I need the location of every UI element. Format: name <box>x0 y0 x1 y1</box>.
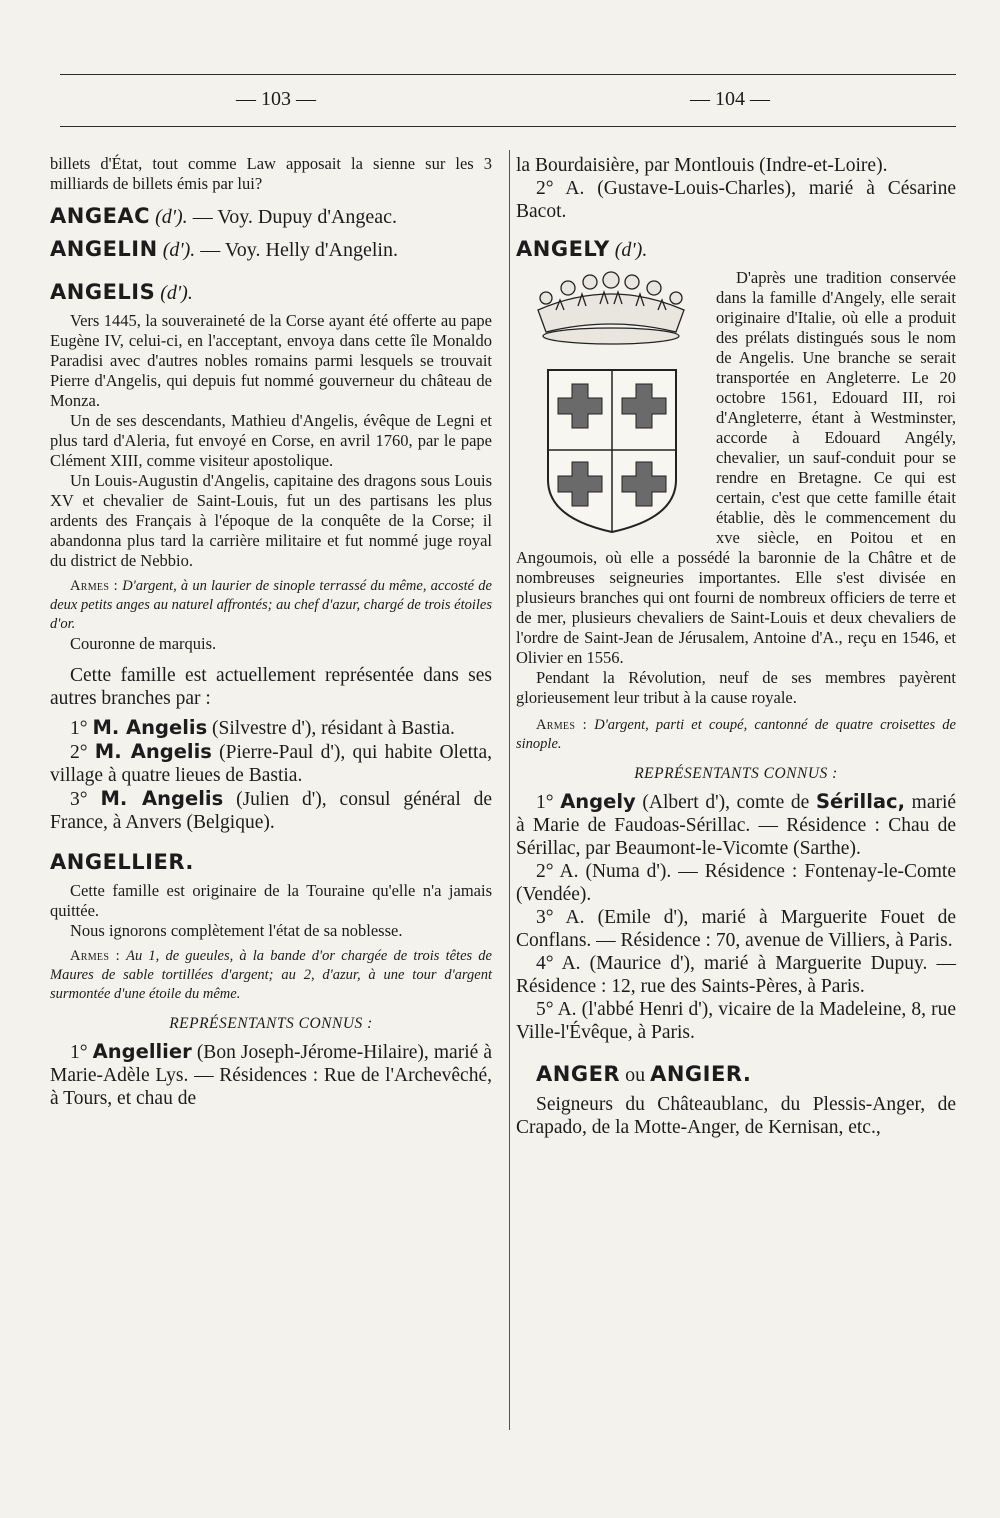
representative: 1° M. Angelis (Silvestre d'), résidant à Bastia. <box>70 716 455 739</box>
representative: 4° A. (Maurice d'), marié à Marguerite Dupuy. — Résidence : 12, rue des Saints-Pères, à Paris. <box>516 953 956 997</box>
paragraph: Vers 1445, la souveraineté de la Corse ayant été offerte au pape Eugène IV, celui-ci, en l'acceptant, envoya dans cette île Monaldo Paradisi avec d'autres nobles romains parmi lesquels se trouvait Pierre d'Angelis, qui depuis fut nommé gouverneur du château de Monza. <box>50 311 492 410</box>
entry-angelin: ANGELIN (d'). — Voy. Helly d'Angelin. <box>50 237 398 261</box>
representatives-heading: REPRÉSENTANTS CONNUS : <box>169 1015 373 1032</box>
entry-title: ANGIER. <box>650 1062 752 1086</box>
shield-icon <box>548 370 676 532</box>
entry-angeac: ANGEAC (d'). — Voy. Dupuy d'Angeac. <box>50 204 398 228</box>
representative: 1° Angellier (Bon Joseph-Jérome-Hilaire), marié à Marie-Adèle Lys. — Résidences : Rue de l'Archevêché, à Tours, et chau de <box>50 1040 493 1109</box>
continued-paragraph: la Bourdaisière, par Montlouis (Indre-et-Loire). <box>516 155 888 176</box>
entry-title: ANGELIS <box>50 280 156 304</box>
entry-angelis: ANGELIS (d'). <box>50 280 193 304</box>
representation-intro: Cette famille est actuellement représentée dans ses autres branches par : <box>50 665 492 709</box>
paragraph: Nous ignorons complètement l'état de sa noblesse. <box>70 921 403 940</box>
paragraph: Cette famille est originaire de la Touraine qu'elle n'a jamais quittée. <box>50 881 492 920</box>
page-number-right: — 104 — <box>690 88 770 110</box>
entry-title: ANGER <box>536 1062 621 1086</box>
coat-of-arms-illustration <box>516 270 706 540</box>
top-rule <box>60 74 956 75</box>
armes: Armes : Au 1, de gueules, à la bande d'or chargée de trois têtes de Maures de sable tortillées d'argent; au 2, d'azur, à une tour d'argent surmontée d'une étoile du même. <box>50 948 492 1002</box>
right-column <box>516 154 956 1139</box>
armes: Armes : D'argent, à un laurier de sinople terrassé du même, accosté de deux petits anges au naturel affrontés; au chef d'azur, chargé de trois étoiles d'or. <box>50 578 492 632</box>
representative: 2° M. Angelis (Pierre-Paul d'), qui habite Oletta, village à quatre lieues de Bastia. <box>50 740 492 786</box>
representative: 2° A. (Numa d'). — Résidence : Fontenay-le-Comte (Vendée). <box>516 861 956 905</box>
paragraph: D'après une tradition conservée dans la famille d'Angely, elle serait originaire d'Italie, où elle a produit des prélats distingués sous le nom de Angelis. Une branche se serait transportée en Angleterre. Le 20 octobre 1561, Edouard III, roi d'Angleterre, étant à Westminster, accorde à Edouard Angély, chevalier, un sauf-conduit pour se rendre en Bretagne. Ce qui est certain, c'est que cette famille était établie, dès le commencement du xve siècle, en Poitou et en Angoumois, où elle a possédé la baronnie de la Châtre et de nombreuses seigneuries importantes. Elle s'est divisée en plusieurs branches qui ont fourni de nombreux officiers de terre et de mer, plusieurs chevaliers de Saint-Louis et deux chevaliers de l'ordre de Saint-Jean de Jérusalem, Antoine d'A., reçu en 1546, et Olivier en 1556. <box>516 268 956 667</box>
header-rule <box>60 126 956 127</box>
left-column <box>50 154 492 1110</box>
representative: 1° Angely (Albert d'), comte de Sérillac, marié à Marie de Faudoas-Sérillac. — Résidence : Chau de Sérillac, par Beaumont-le-Vicomte (Sarthe). <box>516 790 957 859</box>
representative: 3° M. Angelis (Julien d'), consul général de France, à Anvers (Belgique). <box>50 787 493 833</box>
crown-icon <box>538 272 684 344</box>
continued-paragraph: billets d'État, tout comme Law apposait la sienne sur les 3 milliards de billets émis par lui? <box>50 154 492 193</box>
page-number-left: — 103 — <box>236 88 316 110</box>
entry-anger: ANGER ou ANGIER. <box>536 1062 752 1086</box>
representative: 3° A. (Emile d'), marié à Marguerite Fouet de Conflans. — Résidence : 70, avenue de Villiers, à Paris. <box>516 907 956 951</box>
paragraph: Un Louis-Augustin d'Angelis, capitaine des dragons sous Louis XV et chevalier de Saint-Louis, fut un des partisans les plus ardents des Français à l'époque de la conquête de la Corse; il abandonna plus tard la carrière militaire et fut nommé juge royal du district de Nebbio. <box>50 471 492 570</box>
entry-title: ANGELLIER. <box>50 850 194 874</box>
representative: 2° A. (Gustave-Louis-Charles), marié à Césarine Bacot. <box>516 178 956 222</box>
paragraph: Un de ses descendants, Mathieu d'Angelis, évêque de Legni et plus tard d'Aleria, fut envoyé en Corse, en avril 1760, par le pape Clément XIII, comme visiteur apostolique. <box>50 411 492 470</box>
entry-angellier <box>50 852 492 873</box>
entry-angely: ANGELY (d'). <box>516 237 648 261</box>
paragraph: Seigneurs du Châteaublanc, du Plessis-Anger, de Crapado, de la Motte-Anger, de Kernisan, etc., <box>516 1094 956 1138</box>
entry-title: ANGELIN <box>50 237 158 261</box>
representative: 5° A. (l'abbé Henri d'), vicaire de la Madeleine, 8, rue Ville-l'Évêque, à Paris. <box>516 999 956 1043</box>
entry-title: ANGEAC <box>50 204 151 228</box>
armes: Armes : D'argent, parti et coupé, cantonné de quatre croisettes de sinople. <box>516 717 956 752</box>
couronne: Couronne de marquis. <box>70 634 217 653</box>
paragraph: Pendant la Révolution, neuf de ses membres payèrent glorieusement leur tribut à la cause royale. <box>516 668 956 707</box>
column-divider <box>509 150 510 1430</box>
representatives-heading: REPRÉSENTANTS CONNUS : <box>634 765 838 782</box>
entry-title: ANGELY <box>516 237 610 261</box>
